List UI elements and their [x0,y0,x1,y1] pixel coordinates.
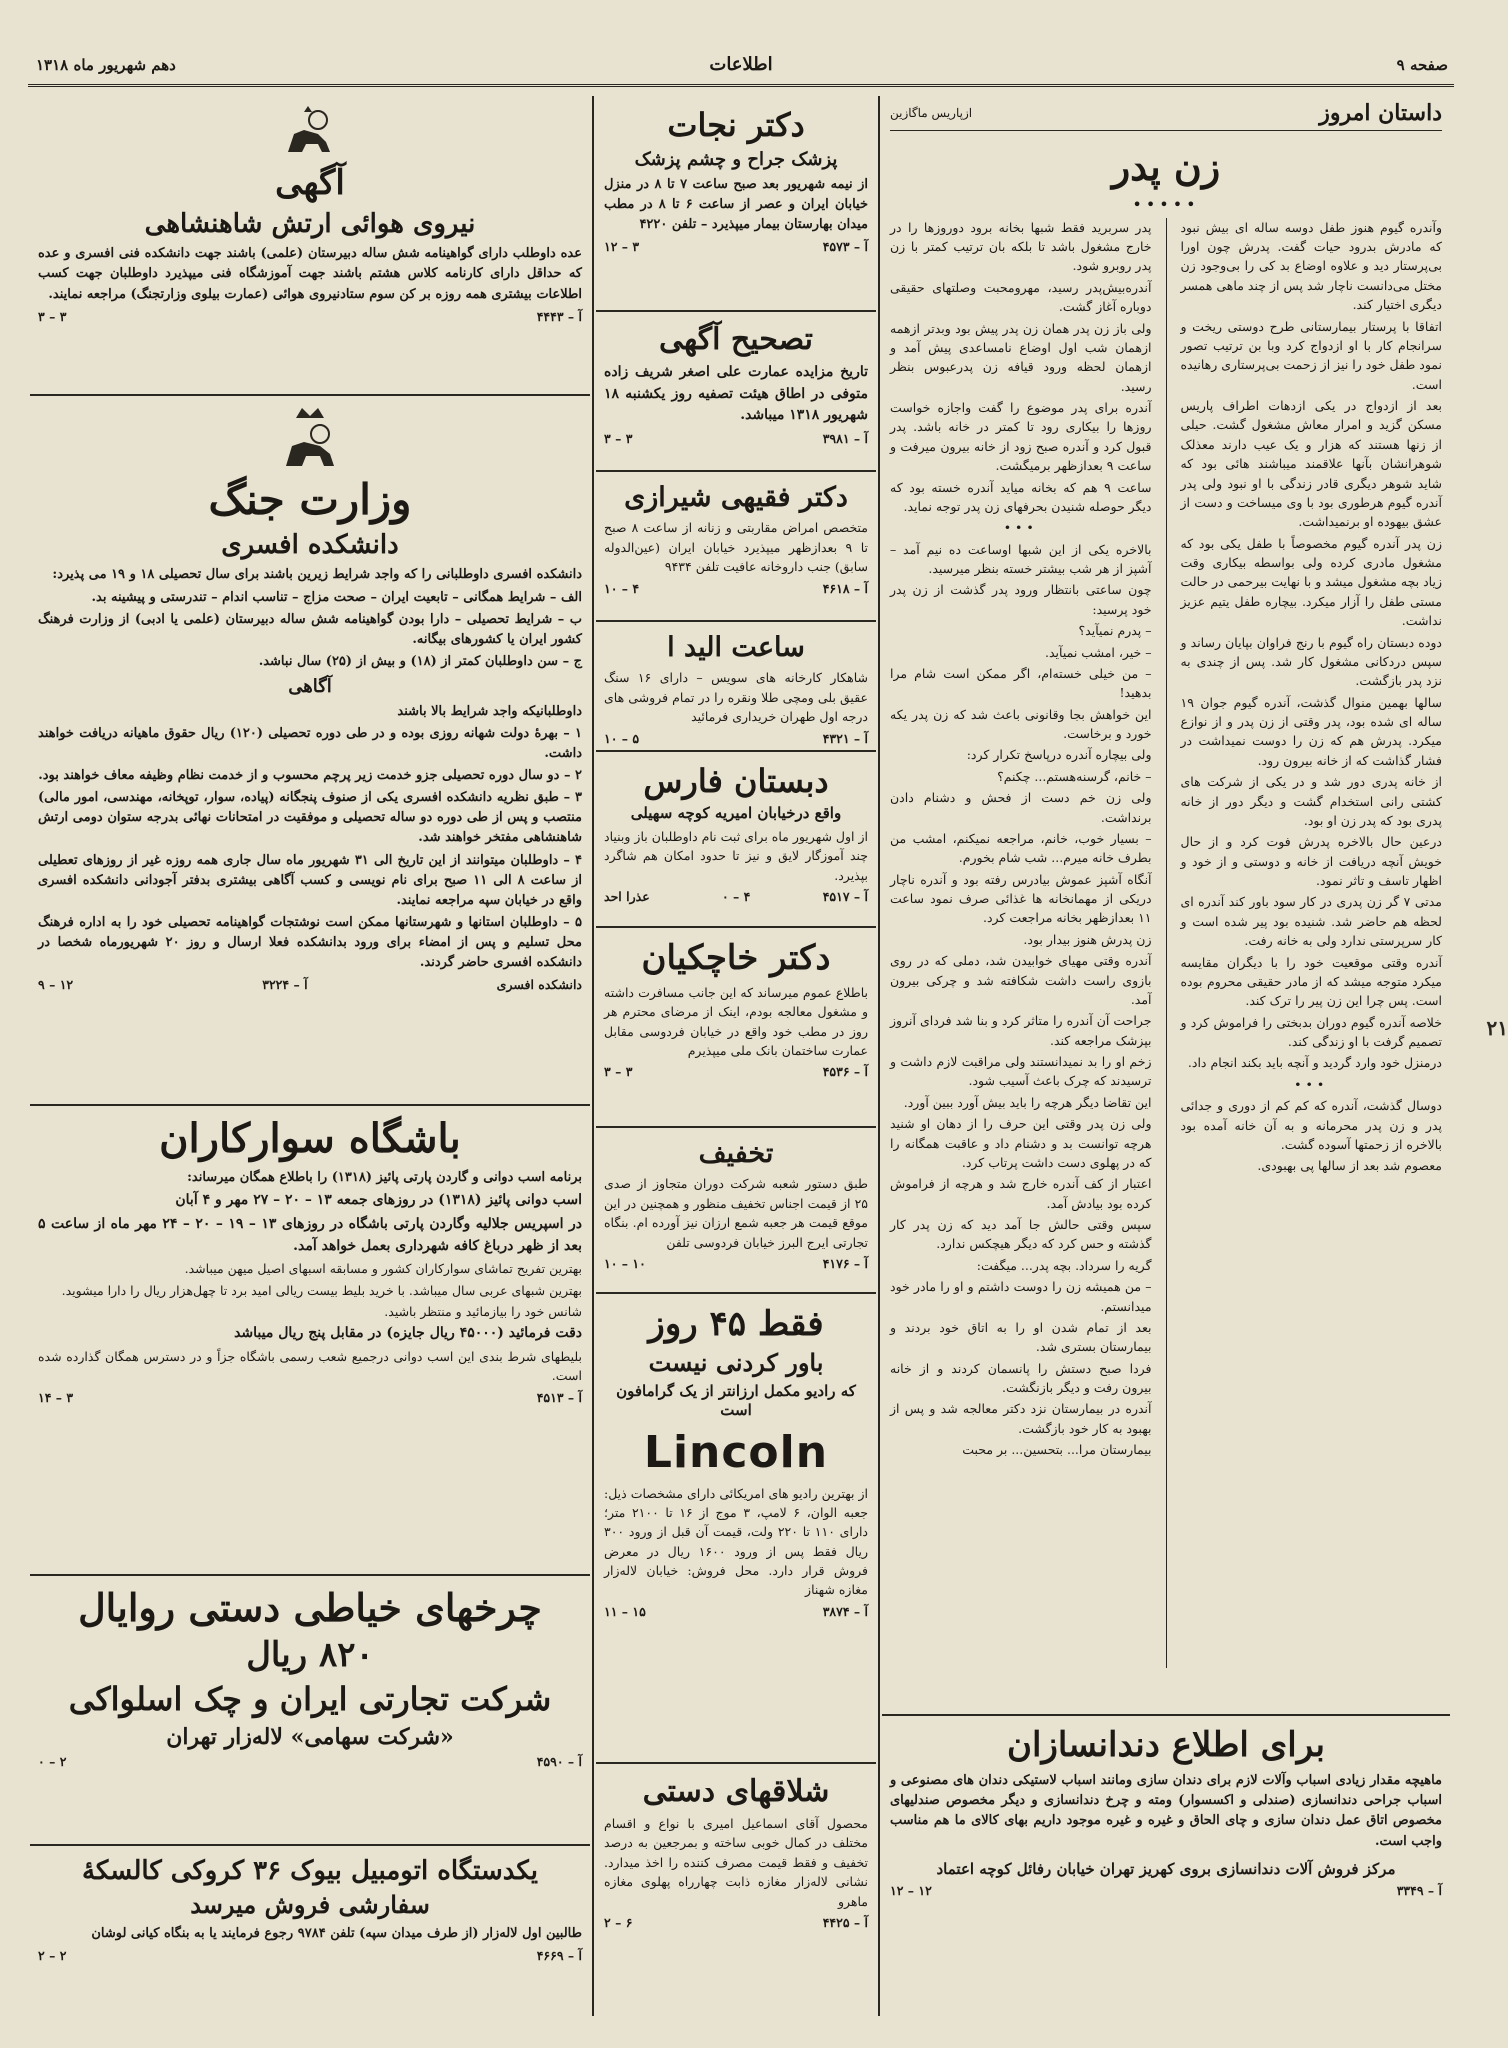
story-paragraph: جراحت آن آندره را متاثر کرد و بنا شد فردای آنروز بپزشک مراجعه کند. [890,1013,1152,1048]
buick-ad [30,1846,590,2016]
watch-body: شاهکار کارخانه های سویس – دارای ۱۶ سنگ عقیق بلی ومچی طلا ونقره را در تمام فروشی های درجه اول طهران خریداری فرمائید [604,670,868,725]
correction-ref [604,431,868,446]
story-paragraph: اعتبار از کف آندره خارج شد و هرچه از فراموش کرده بود بیادش آمد. [890,1176,1152,1211]
hoses-ad [596,1764,876,1964]
airforce-title: نیروی هوائی ارتش شاهنشاهی [144,209,476,240]
ministry-notice: ۳ – طبق نظریه دانشکده افسری یکی از صنوف پنجگانه (پیاده، سوار، توپخانه، مهندسی، امور مالی) منتصب و پس از طی دوره دو ساله تحصیلی و موفقیت در امتحانات نهائی بدرجه ستوان دومی ارتش شاهنشاهی مفتخر خواهند شد. [38,790,582,846]
story-paragraph: بعد از تمام شدن او را به اتاق خود بردند و بیمارستان بستری شد. [890,1319,1152,1355]
ref-code: آ – ۴۵۹۰ [536,1753,582,1769]
ref-code: آ – ۴۴۲۵ [822,1914,868,1930]
ref-code: آ – ۳۲۲۴ [262,977,308,993]
story-paragraph: ولی زن پدر وقتی این حرف را از دهان او شنید هرچه توانست بد و دشنام داد و عاقبت همگانه را که در پهلوی دست داشت پرتاب کرد. [890,1116,1152,1170]
story-paragraph: زن پدرش هنوز بیدار بود. [1023,931,1152,947]
story-paragraph: درمنزل خود وارد گردید و آنچه باید بکند انجام داد. [1187,1055,1442,1071]
ref-issue: ۱۲ – ۹ [38,977,74,993]
story-paragraph: بعد از ازدواج در یکی ازدهات اطراف پاریس مسکن گزید و امرار معاش مشغول گشت. حیلی از زنها هستند که هزار و یک عیب دارند معذلک شوهرانشان بآنها علاقمند میباشند هائی بود که شاید شوهر دیگری قادر زندگی با او نبود ولی پدر آندره گیوم هرطوری بود با وی میساخت و دست از عشق بیهوده او برنمیداشت. [1180,398,1442,530]
ministry-intro: دانشکده افسری داوطلبانی را که واجد شرایط زیرین باشند برای سال تحصیلی ۱۸ و ۱۹ می پذیرد: [52,567,582,583]
column-divider [592,96,594,2016]
ref-code: آ – ۴۴۴۳ [536,308,582,324]
royal-price: ۸۲۰ ریال [246,1634,374,1675]
airforce-body: عده داوطلب دارای گواهینامه شش ساله دبیرستان (علمی) باشند جهت دانشکده فنی افسری و عده که حداقل دارای کارنامه کلاس هشتم باشند جهت آموزشگاه فنی میپذیرد داوطلبان جهت کسب اطلاعات بیشتری همه روزه بر کن سوم ستادنیروی هوائی (عمارت بیلوی وزارتجنگ) مراجعه نمایند. [38,246,582,302]
hoses-ref [604,1915,868,1930]
ref-issue: ۳ – ۳ [604,431,633,447]
airforce-kicker: آگهی [275,163,345,203]
royal-company: شرکت تجارتی ایران و چک اسلواکی [68,1679,552,1718]
ministry-notice-intro: داوطلبانیکه واجد شرایط بالا باشند [397,703,582,719]
riders-line: بهترین تفریح تماشای سوارکاران کشور و مسابقه اسبهای اصیل میهن میباشد. [184,1261,582,1277]
ref-issue: ۱۲ – ۱۲ [890,1883,932,1899]
discount-body: طبق دستور شعبه شرکت دوران متجاوز از صدی ۲۵ از قیمت اجناس تخفیف منظور و همچنین در این موقع قیمت هر جعبه شمع ارزان نیز آورده ام. بنگاه تجارتی ایرج البرز خیابان فردوسی تلفن [604,1176,868,1250]
watch-ref [604,731,868,746]
riders-line: دقت فرمائید (۴۵۰۰۰ ریال جایزه) در مقابل پنج ریال میباشد [234,1325,582,1342]
story-paragraph: معصوم شد بعد از سالها پی بهبودی. [1257,1158,1442,1174]
story-paragraph: – خیر، امشب نمیآید. [1045,644,1152,660]
hoses-body: محصول آقای اسماعیل امیری با نواع و اقسام مختلف در کمال خوبی ساخته و بمرجعین به درصد تخفیف و فقط قیمت مصرف کننده را اخذ میدارد. نشانی لاله‌زار مغازه ذابت چهارراه پهلوی مغازه ماهرو [604,1816,868,1909]
khachikian-body: باطلاع عموم میرساند که این جانب مسافرت داشته و مشغول معالجه بودم، اینک از مرضای محترم هر روز در مطب خود واقع در خیابان فردوسی مقابل عمارت ساختمان بانک ملی میپذیرم [604,984,868,1058]
hoses-title: شلاقهای دستی [642,1774,830,1809]
ref-code: آ – ۴۶۶۹ [536,1948,582,1964]
ref-issue: ۲ – ۲ [38,1948,67,1964]
ministry-condition: ب – شرایط تحصیلی – دارا بودن گواهینامه شش ساله دبیرستان (علمی یا ادبی) از وزارت فرهنگ کشور ایران یا کشورهای بیگانه. [38,611,582,647]
story-paragraph: فردا صبح دستش را پانسمان کردند و از خانه بیرون رفت و دیگر بازنگشت. [890,1360,1152,1396]
airforce-ad [30,96,590,396]
najat-body: از نیمه شهریور بعد صبح ساعت ۷ تا ۸ در منزل خیابان ایران و عصر از ساعت ۶ تا ۸ در مطب میدان بهارستان بیمار میپذیرد – تلفن ۴۲۲۰ [604,176,868,233]
ref-issue: ۳ – ۱۲ [604,239,640,255]
story-paragraph: بالاخره یکی از این شبها اوساعت ده نیم آمد – آشپز از هر شب بیشتر خسته بنظر میرسید. [890,541,1152,577]
lincoln-headline: فقط ۴۵ روز [648,1304,824,1344]
story-paragraph: – پدرم نمیآید؟ [1078,623,1152,639]
margin-number: ۲۱ [1486,1016,1508,1040]
watch-title: ساعت الید ا [667,632,805,663]
crown-lion-emblem-icon [278,404,342,472]
middle-column [596,96,876,2016]
story-paragraph: زخم او را بد نمیدانستند ولی مراقبت لازم داشت و ترسیدند که چرک باعث آسیب شود. [890,1054,1152,1089]
ref-issue: ۵ – ۱۰ [604,730,640,746]
story-paragraph: سالها بهمین منوال گذشت، آندره گیوم جوان ۱۹ ساله ای شده بود، پدر وقتی از زن پدر و از نوازع میکرد. پدرش هم که زن را دوست نمیداشت در فشار گذاشت که از خانه بیرون رود. [1180,694,1442,768]
ref-code: آ – ۳۸۷۴ [822,1603,868,1619]
dentists-ad [882,1716,1450,2006]
story-paragraph: دوده دبستان راه گیوم با رنج فراوان بپایان رساند و سپس دردکانی مشغول کار شد. پس از چندی به نزد پدر بازگشت. [1180,634,1442,689]
fars-ref [604,889,868,904]
ministry-of-war-ad [30,396,590,1106]
ref-issue: ۴ – ۰ [721,889,751,905]
ministry-notice: ۴ – داوطلبان میتوانند از این تاریخ الی ۳۱ شهریور ماه سال جاری همه روزه غیر از روزهای تعطیلی از ساعت ۸ الی ۱۱ صبح برای نام نویسی و کسب آگاهی بیشتری بدفتر آجودانی دانشکده افسری واقع در خیابان سپه مراجعه نمایند. [38,852,582,908]
story-paragraph: ولی باز زن پدر همان زن پدر پیش بود وبدتر ازهمه ازهمان شب اول اوضاع نامساعدی پیش آمد و ازهمان لحظه ورود قیافه زن پدرعبوس بنظر رسید. [890,320,1152,394]
ref-code: آ – ۴۶۱۸ [822,580,868,596]
najat-ad [596,96,876,312]
lincoln-line2: که رادیو مکمل ارزانتر از یک گرامافون است [616,1381,856,1420]
ref-code: آ – ۴۵۱۳ [536,1389,582,1405]
story-paragraph: درعین حال بالاخره پدرش فوت کرد و از حال خویش آنچه دریافت از خانه و دوستی و از خود و اظهار تاسف و تاثر نمود. [1180,834,1442,889]
story-paragraph: بیمارستان مرا... بتحسین... بر محبت [962,1442,1152,1458]
lincoln-ref [604,1604,868,1619]
najat-specialty: پزشک جراح و چشم پزشک [634,149,838,171]
story-title: زن پدر [1111,144,1221,189]
riders-ref [38,1390,582,1405]
story [882,96,1450,1716]
left-column [30,96,590,2016]
discount-ad [596,1128,876,1294]
story-paragraph: زن پدر آندره گیوم مخصوصاً با طفل یکی بود که مشغول مادری کرده ولی بواسطه بیکاری وقت زیاد بچه مشغول میشد و با نهایت بیرحمی در حالت مستی طفل را آزار میکرد. بیچاره طفل یتیم عزیز نداشت. [1180,535,1442,629]
story-paragraph: پدر سربرید فقط شبها بخانه برود دوروزها را در خارج مشغول باشد تا بلکه بان ترتیب کمتر با زن پدر روبرو شود. [890,219,1152,274]
ref-issue: ۴ – ۱۰ [604,580,640,596]
story-paragraph: وآندره گیوم هنوز طفل دوسه ساله ای بیش نبود که مادرش بدرود حیات گفت. پدرش چون اورا بی‌پرستار دید و علاوه اوضاع بد کی را بی‌وجود زن مختل می‌دانست ناچار شد پس از چند ماهی همسر دیگری اختیار کند. [1180,219,1442,313]
correction-title: تصحیح آگهی [658,322,814,357]
khachikian-ad [596,928,876,1128]
royal-title: چرخهای خیاطی دستی روایال [78,1585,542,1630]
ministry-condition: ج – سن داوطلبان کمتر از (۱۸) و بیش از (۲۵) سال نباشد. [258,654,582,670]
watch-ad [596,622,876,752]
ref-issue: ۲ – ۰ [38,1753,67,1769]
ministry-notice-title: آگاهی [288,676,332,698]
riders-line: اسب دوانی پائیز (۱۳۱۸) در روزهای جمعه ۱۳ – ۲۰ – ۲۷ مهر و ۴ آبان [175,1192,582,1209]
story-paragraph: – من همیشه زن را دوست داشتم و او را مادر خود میدانستم. [890,1279,1152,1314]
ref-issue: ۶ – ۲ [604,1914,633,1930]
discount-ref [604,1256,868,1271]
story-separator: ••• [1003,520,1038,536]
ref-code: آ – ۴۵۱۷ [822,889,868,905]
ref-issue: ۳ – ۳ [38,308,67,324]
dentists-body: ماهیچه مقدار زیادی اسباب وآلات لازم برای دندان سازی ومانند اسباب لاستیکی دندان های مصنوعی و اسباب جراحی دندانسازی (صندلی و اکسسوار) ومته و چرخ دندانسازی و دیگر مخصوص صندلیهای مخصوص اتاق عمل دندان سازی و چای الحاق و غیره و غیره موجود داریم بهای کالای ما هم مناسب واجب است. [890,1773,1442,1849]
story-paragraph: – خانم، گرسنه‌هستم... چکنم؟ [997,768,1152,784]
story-paragraph: اتفاقا با پرستار بیمارستانی طرح دوستی ریخت و سرانجام کار با او ازدواج کرد وبا بن ترتیب تصور نمود طفل خود را نیز از زحمت بی‌پرستاری رهانیده است. [1180,318,1442,392]
story-paragraph: – من خیلی خسته‌ام، اگر ممکن است شام مرا بدهید! [890,665,1152,701]
ref-issue: ۳ – ۳ [604,1064,633,1080]
buick-body: طالبین اول لاله‌زار (از طرف میدان سپه) تلفن ۹۷۸۴ رجوع فرمایند یا به بنگاه کیانی لوشان [91,1925,582,1941]
buick-title: یکدستگاه اتومبیل بیوک ۳۶ کروکی کالسکهٔ [81,1856,538,1886]
lincoln-body: از بهترین رادیو های امریکائی دارای مشخصات ذیل: جعبه الوان، ۶ لامپ، ۳ موج از ۱۶ تا ۲۱۰۰ متر؛ دارای ۱۱۰ تا ۲۲۰ ولت، قیمت آن قبل از ورود ۳۰۰ ریال فقط پس از ورود ۱۶۰۰ ریال در معرض فروش قرار دارد. محل فروش: خیابان لاله‌زار مغازه شهناز [604,1485,869,1598]
buick-subtitle: سفارشی فروش میرسد [190,1890,430,1920]
story-paragraph: آنگاه آشپز عموش بیادرس رفته بود و آندره ناچار دریکی از مهمانخانه ها غذائی صرف نمود ساعت ۱۱ بعدازظهر بخانه مراجعت کرد. [890,871,1152,926]
column-divider [878,96,880,2016]
lincoln-radio-ad [596,1294,876,1764]
correction-body: تاریخ مزایده عمارت علی اصغر شریف زاده متوفی در اطاق هیئت تصفیه روز یکشنبه ۱۸ شهریور ۱۳۱۸ میباشد. [604,364,868,424]
riders-title: باشگاه سوارکاران [159,1115,461,1162]
right-column [882,96,1450,2016]
story-separator: ••• [1294,1076,1329,1092]
ministry-subtitle: دانشکده افسری [221,530,399,561]
story-paragraph: آندره وقتی موقعیت خود را با دیگران مقایسه میکرد متوجه میشد که از مادر حقیقی محروم بوده است. پس چرا این زن پیر را ترک کند. [1180,954,1442,1009]
story-paragraph: این خواهش بجا وقانونی باعث شد که زن پدر یکه خورد و برخاست. [890,706,1152,742]
riders-intro: برنامه اسب دوانی و گاردن پارتی پائیز (۱۳۱۸) را باطلاع همگان میرساند: [187,1170,582,1185]
lincoln-brand-logo: Lincoln [643,1426,829,1478]
buick-ref [38,1948,582,1963]
story-paragraph: دوسال گذشت، آندره که کم کم از دوری و جدائی پدر و زن پدر محرمانه و به آن خانه آمده بود بالاخره از زحمتها آسوده گشت. [1180,1098,1442,1152]
khachikian-ref [604,1064,868,1079]
riders-line: بلیطهای شرط بندی این اسب دوانی درجمیع شعب رسمی باشگاه جزاً و در دسترس همگان گذارده شده است. [38,1349,582,1384]
story-paragraph: – بسیار خوب، خانم، مراجعه نمیکنم، امشب من بطرف خانه میرم... شب شام بخورم. [890,830,1152,866]
ref-issue: ۱۰ – ۱۰ [604,1255,646,1271]
story-source: ازپاریس ماگازین [890,106,973,120]
ref-code: آ – ۴۵۷۳ [822,239,868,255]
story-section: داستان امروز [1319,100,1442,126]
dentists-ref [890,1883,1442,1898]
khachikian-name: دکتر خاچکیان [641,938,831,978]
ministry-title: وزارت جنگ [208,475,412,524]
story-paragraph: این تقاضا دیگر هرچه را باید بیش آورد ببین آورد. [903,1094,1152,1110]
riders-line: شانس خود را بیازمائید و منتظر باشید. [384,1303,582,1319]
issue-date: دهم شهریور ماه ۱۳۱۸ [36,56,176,74]
faghihi-body: متخصص امراض مقاربتی و زنانه از ساعت ۸ صبح تا ۹ بعدازظهر میپذیرد خیابان ایران (عین‌الدوله سابق) جنب داروخانه عافیت تلفن ۹۴۳۴ [604,520,868,575]
ministry-signature: دانشکده افسری [496,977,582,993]
lion-and-sun-emblem-icon [282,104,338,160]
riders-line: در اسپریس جلالیه وگاردن پارتی باشگاه در روزهای ۱۳ – ۱۹ – ۲۰ – ۲۴ مهر ماه از ساعت ۵ بعد از ظهر درباغ کافه شهرداری بعمل خواهد آمد. [38,1215,582,1254]
airforce-ref [38,309,582,324]
ministry-notice: ۵ – داوطلبان استانها و شهرستانها ممکن است نوشتجات گواهینامه تحصیلی خود را به اداره فرهنگ محل تسلیم و پس از امضاء برای ورود بدانشکده فعلا ارسال و روز ۲۰ شهریورماه شخصا در دانشکده افسری حاضر گردند. [38,914,582,971]
story-paragraph: گریه را سرداد. بچه پدر... میگفت: [976,1257,1152,1273]
story-paragraph: آندره برای پدر موضوع را گفت واجازه خواست روزها را بیکاری رود تا کمتر در خانه باشد. پدر قبول کرد و آندره صبح زود از خانه بیرون میرفت و ساعت ۹ بعدازظهر برمیگشت. [890,400,1152,474]
royal-sewing-machine-ad [30,1576,590,1846]
fars-subtitle: واقع درخیابان امیریه کوچه سهیلی [630,804,842,823]
najat-name: دکتر نجات [667,106,805,144]
dentists-title: برای اطلاع دندانسازان [1007,1725,1325,1765]
story-paragraph: سپس وقتی حالش جا آمد دید که زن پدر کار گذشته و حس کرد که دیگر هیچکس ندارد. [890,1217,1152,1252]
fars-signature: عذرا احد [604,889,650,905]
ref-issue: ۳ – ۱۴ [38,1389,74,1405]
ref-code: آ – ۴۱۷۶ [822,1255,868,1271]
story-paragraph: خلاصه آندره گیوم دوران بدبختی را فراموش کرد و تصمیم گرفت با او زندگی کند. [1180,1014,1442,1050]
fars-title: دبستان فارس [643,762,829,800]
dentists-address: مرکز فروش آلات دندانسازی بروی کهریز تهران خیابان رفائل کوچه اعتماد [936,1859,1396,1878]
ministry-notice: ۲ – دو سال دوره تحصیلی جزو خدمت زیر پرچم محسوب و از خدمت نظام وظیفه معاف خواهند بود. [38,768,582,783]
riders-club-ad [30,1106,590,1576]
story-paragraph: آندره وقتی مهیای خوابیدن شد، دملی که در روی بازوی راست داشت شکافته شد و چرکی بیرون آمد. [890,953,1152,1007]
story-paragraph: از خانه پدری دور شد و در یکی از شرکت های کشتی رانی استخدام گشت و دیگر دور از خانه پدری بود که پدر زن او بود. [1180,774,1442,828]
story-paragraph: ولی بیچاره آندره درپاسخ تکرار کرد: [966,747,1152,763]
lincoln-line1: باور کردنی نیست [648,1347,824,1377]
newspaper-name: اطلاعات [709,54,773,75]
ministry-ref [38,977,582,992]
ministry-notice: ۱ – بهرهٔ دولت شهانه روزی بوده و در طی دوره تحصیلی (۱۲۰) ریال حقوق ماهیانه دریافت خواهند داشت. [38,725,582,761]
correction-ad [596,312,876,472]
page-number: صفحه ۹ [1396,56,1448,74]
fars-body: از اول شهریور ماه برای ثبت نام داوطلبان باز وبنیاد چند آموزگار لایق و نیز تا حدود امکان هم شاگرد بپذیرد. [604,828,868,883]
story-paragraph: ولی زن خم دست از فحش و دشنام دادن برنداشت. [890,790,1152,825]
faghihi-ad [596,472,876,622]
story-paragraph: آندره در بیمارستان نزد دکتر معالجه شد و پس از بهبود به کار خود بازگشت. [890,1401,1152,1436]
ref-code: آ – ۳۹۸۱ [822,431,868,447]
royal-ref [38,1754,582,1769]
ref-code: آ – ۳۳۴۹ [1396,1883,1442,1899]
fars-school-ad [596,752,876,928]
royal-address: «شرکت سهامی» لاله‌زار تهران [166,1723,454,1750]
story-column-a [1180,218,1442,1668]
discount-title: تخفیف [698,1138,774,1169]
najat-ref [604,239,868,254]
ref-code: آ – ۴۳۲۱ [822,730,868,746]
faghihi-ref [604,581,868,596]
story-divider: ••••• [1132,194,1200,214]
ref-code: آ – ۴۵۳۶ [822,1064,868,1080]
story-paragraph: مدتی ۷ گر زن پدری در کار سود باور کند آندره ای لحظه هم حاضر شد. شنیده بود پیر شده است و کار سرپرستی ندارد ولی به خانه رفت. [1180,894,1442,949]
faghihi-name: دکتر فقیهی شیرازی [624,482,848,513]
ref-issue: ۱۵ – ۱۱ [604,1603,646,1619]
story-paragraph: چون ساعتی بانتظار ورود پدر گذشت از زن پدر خود پرسید: [890,582,1152,617]
story-column-b [890,218,1152,1668]
story-paragraph: ساعت ۹ هم که بخانه میاید آندره خسته بود که دیگر حوصله شنیدن بحرفهای زن پدر توجه نماید. [890,479,1152,514]
ministry-condition: الف – شرایط همگانی – تابعیت ایران – صحت مزاج – تناسب اندام – تندرستی و پیشینه بد. [91,589,582,605]
story-paragraph: آندره‌بیش‌پدر رسید، مهرومحبت وصلتهای حقیقی دوباره آغاز گشت. [890,279,1152,315]
masthead [28,50,1454,87]
riders-line: بهترین شبهای عربی سال میباشد. با خرید بلیط بیست ریالی امید برد تا چهل‌هزار ریال را دارا میشوید. [61,1282,582,1298]
